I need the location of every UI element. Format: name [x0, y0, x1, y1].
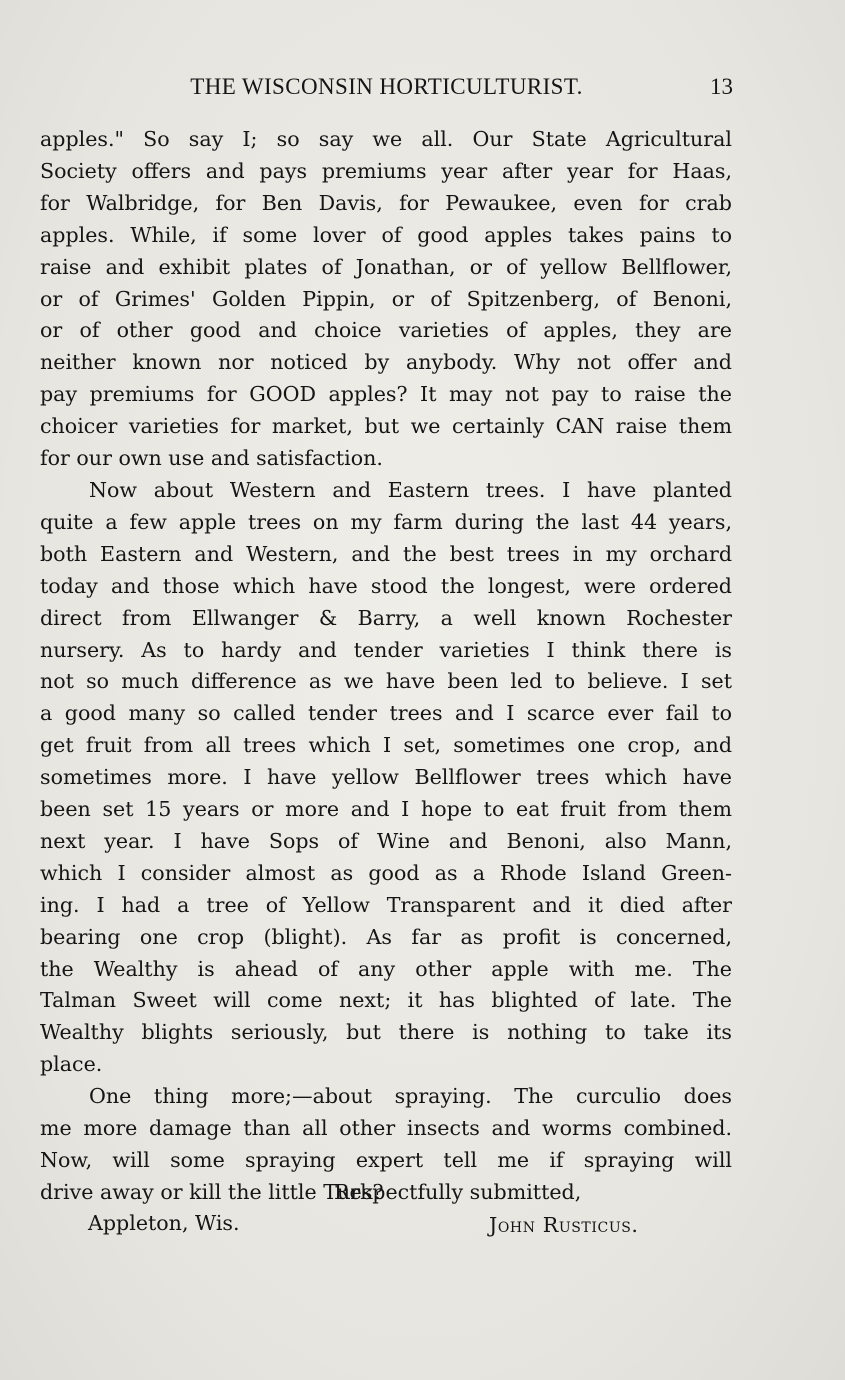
- text-line: Society offers and pays premiums year after year for Haas,: [40, 158, 732, 183]
- text-line: me more damage than all other insects and worms combined.: [40, 1116, 732, 1141]
- text-line: apples. While, if some lover of good apples takes pains to: [40, 222, 732, 247]
- text-line: direct from Ellwanger & Barry, a well known Rochester: [40, 605, 732, 630]
- paragraph-1: [40, 124, 732, 475]
- text-line: or of Grimes' Golden Pippin, or of Spitzenberg, of Benoni,: [40, 286, 732, 311]
- text-line: ing. I had a tree of Yellow Transparent and it died after: [40, 892, 732, 917]
- text-line: neither known nor noticed by anybody. Why not offer and: [40, 350, 732, 375]
- text-line: a good many so called tender trees and I scarce ever fail to: [40, 701, 732, 726]
- journal-title: THE WISCONSIN HORTICULTURIST.: [190, 74, 583, 99]
- text-line: One thing more;—about spraying. The curculio does: [89, 1084, 732, 1109]
- text-line: both Eastern and Western, and the best trees in my orchard: [40, 541, 732, 566]
- text-line: bearing one crop (blight). As far as profit is concerned,: [40, 924, 732, 949]
- running-head: [40, 74, 733, 100]
- text-line: quite a few apple trees on my farm during the last 44 years,: [40, 509, 732, 534]
- closing-block: [0, 1180, 845, 1250]
- paragraph-2: [40, 475, 732, 1081]
- text-line: Talman Sweet will come next; it has blighted of late. The: [40, 988, 732, 1013]
- text-line: place.: [40, 1052, 103, 1077]
- text-line: choicer varieties for market, but we certainly CAN raise them: [40, 414, 732, 439]
- text-line: for our own use and satisfaction.: [40, 446, 383, 471]
- text-line: Now about Western and Eastern trees. I have planted: [89, 477, 732, 502]
- text-line: which I consider almost as good as a Rhode Island Green-: [40, 860, 732, 885]
- text-line: Now, will some spraying expert tell me if spraying will: [40, 1148, 732, 1172]
- author-signature: John Rusticus.: [489, 1213, 639, 1237]
- page-number: 13: [710, 74, 733, 99]
- text-line: the Wealthy is ahead of any other apple with me. The: [40, 956, 732, 981]
- text-line: get fruit from all trees which I set, sometimes one crop, and: [40, 733, 732, 758]
- text-line: nursery. As to hardy and tender varieties I think there is: [40, 637, 732, 662]
- text-line: or of other good and choice varieties of apples, they are: [40, 318, 732, 343]
- text-line: raise and exhibit plates of Jonathan, or of yellow Bellflower,: [40, 254, 732, 279]
- closing-salutation: Respectfully submitted,: [334, 1180, 582, 1204]
- text-line: pay premiums for GOOD apples? It may not pay to raise the: [40, 382, 732, 407]
- text-line: sometimes more. I have yellow Bellflower trees which have: [40, 765, 732, 790]
- text-line: been set 15 years or more and I hope to eat fruit from them: [40, 797, 732, 822]
- text-line: drive away or kill the little Turk?: [40, 1179, 384, 1204]
- text-line: Wealthy blights seriously, but there is nothing to take its: [40, 1020, 732, 1045]
- text-line: next year. I have Sops of Wine and Benoni, also Mann,: [40, 828, 732, 853]
- article-body: [40, 124, 732, 1209]
- place-line: Appleton, Wis.: [88, 1211, 240, 1235]
- text-line: for Walbridge, for Ben Davis, for Pewaukee, even for crab: [40, 190, 732, 215]
- text-line: apples." So say I; so say we all. Our State Agricultural: [40, 127, 732, 151]
- text-line: not so much difference as we have been led to believe. I set: [40, 669, 732, 694]
- text-line: today and those which have stood the longest, were ordered: [40, 573, 732, 598]
